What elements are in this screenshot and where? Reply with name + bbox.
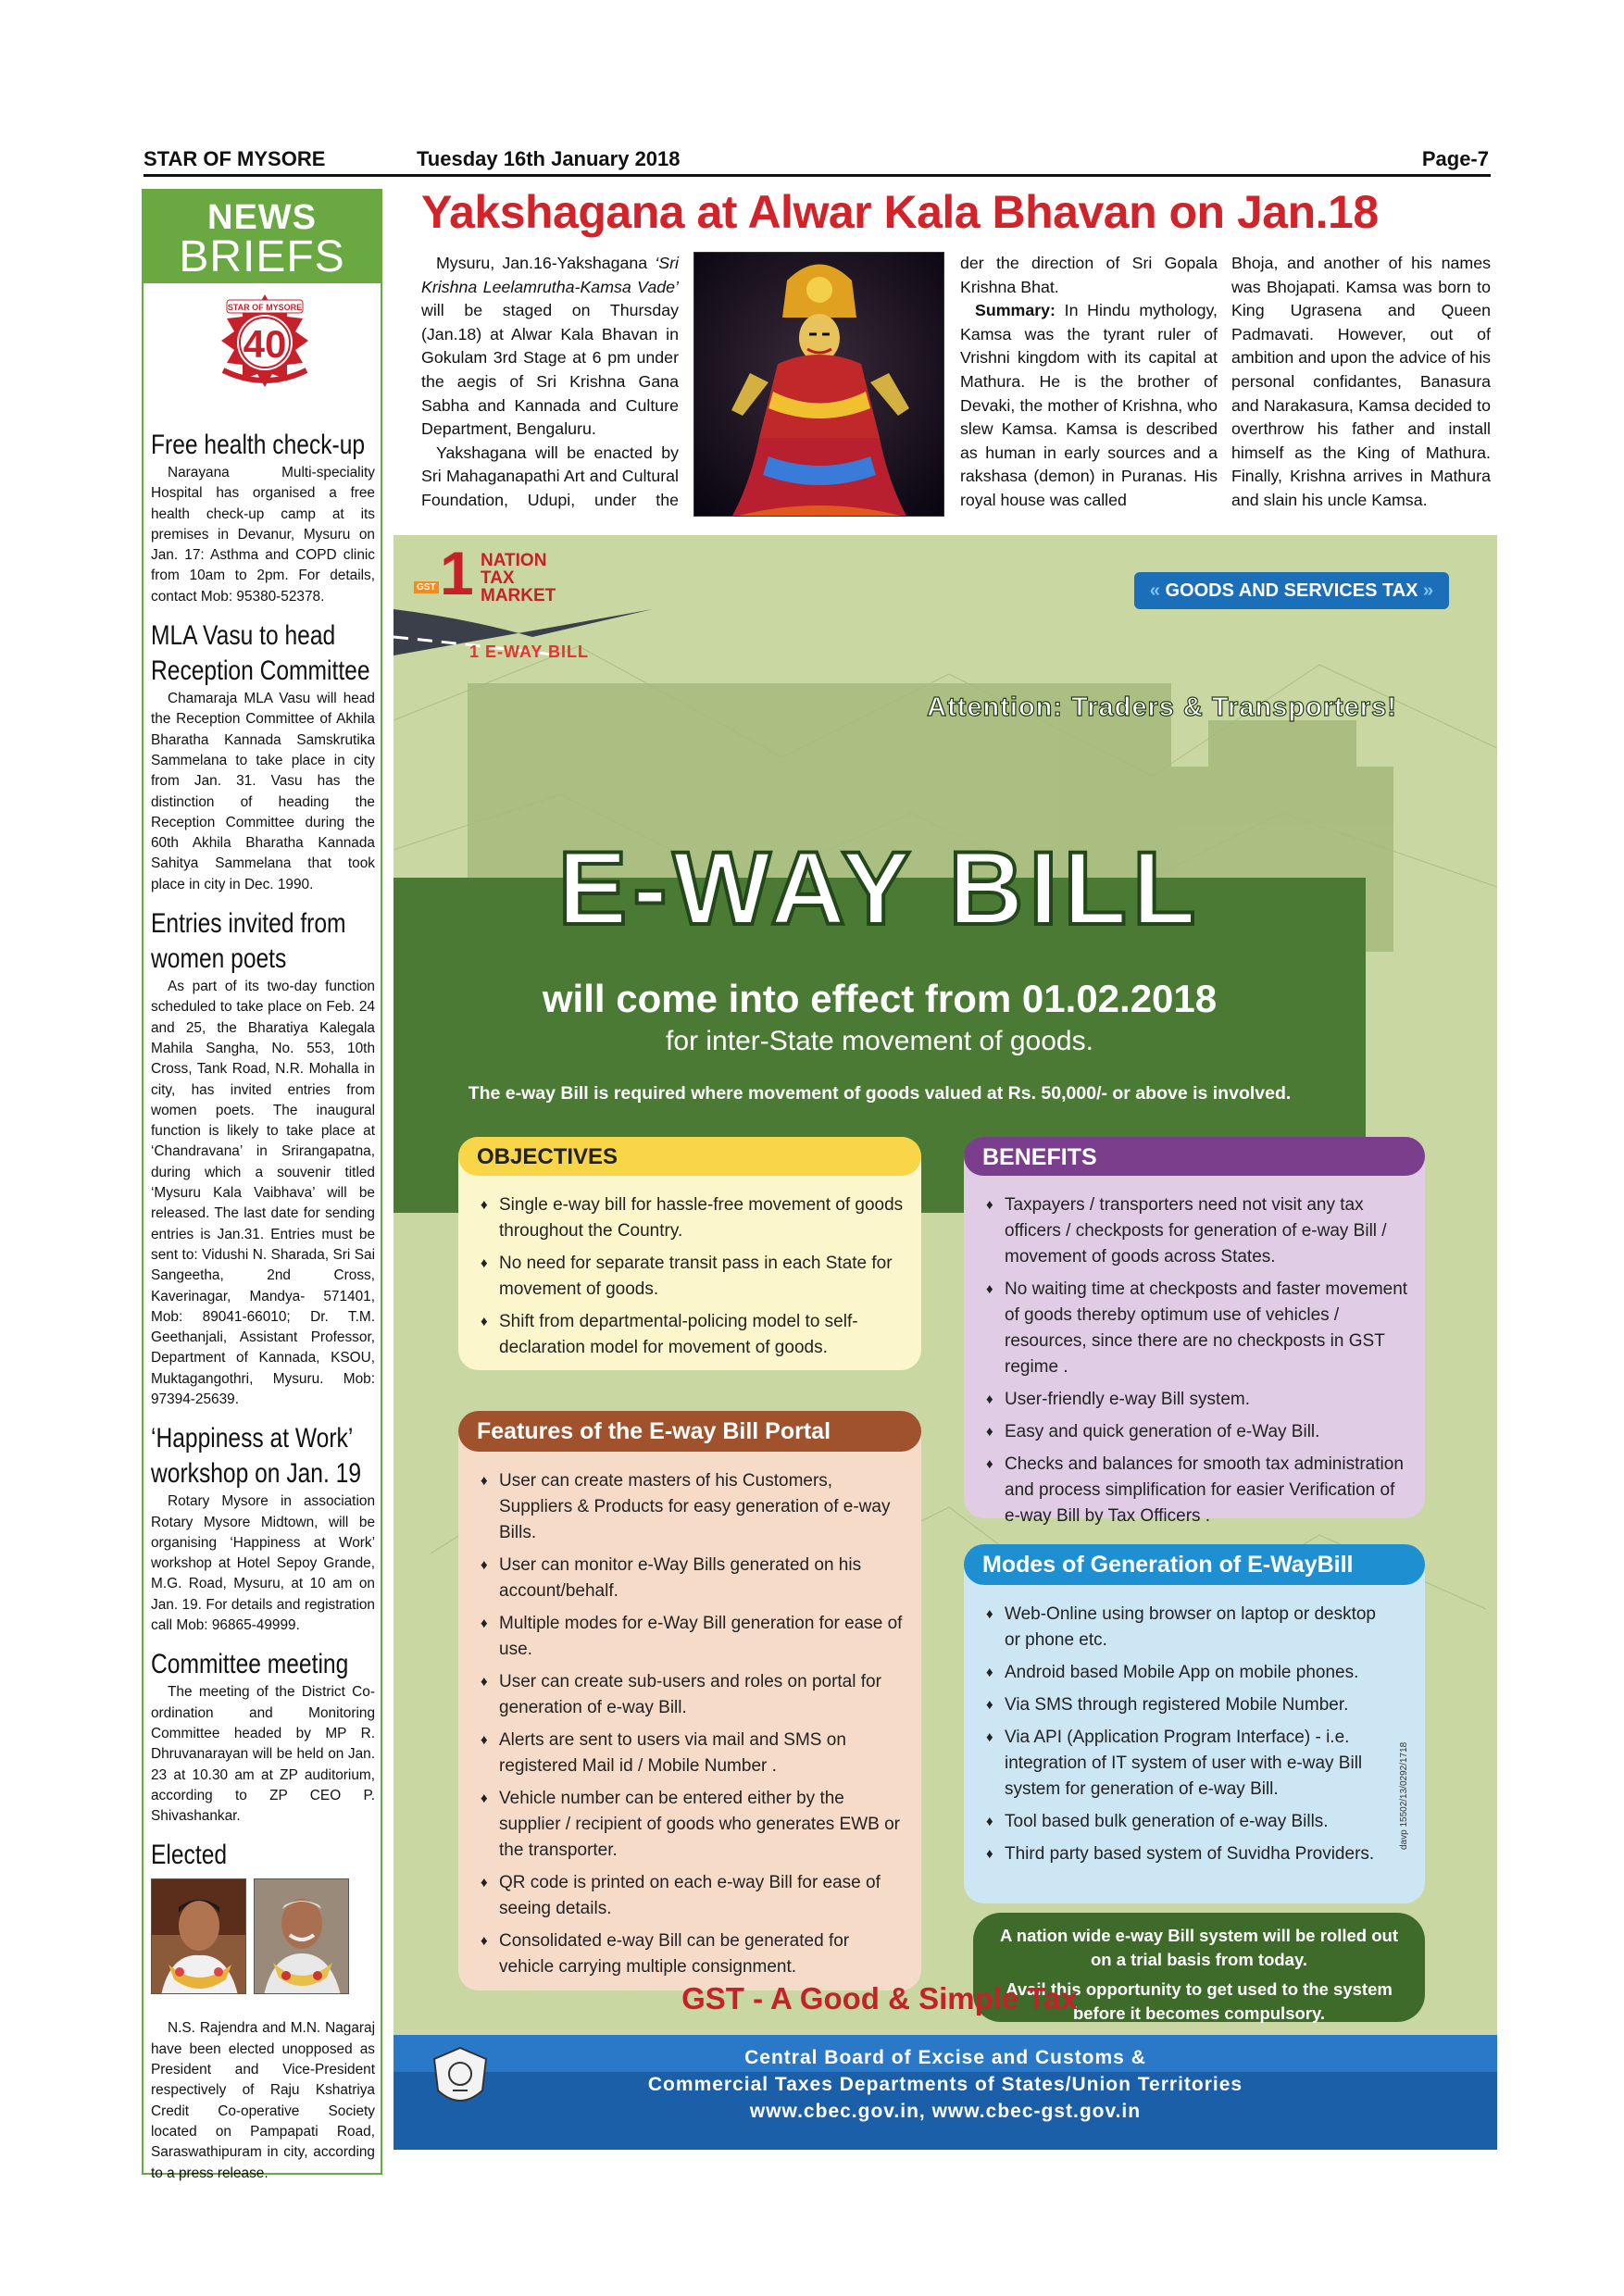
objectives-list	[481, 1192, 905, 1367]
objective-item: ♦ Single e-way bill for hassle-free movement of goods throughout the Country.	[481, 1192, 905, 1244]
news-briefs-list	[151, 428, 375, 2195]
feature-item: ♦ Multiple modes for e-Way Bill generation for ease of use.	[481, 1611, 905, 1663]
brief-title: Free health check-up	[151, 430, 366, 460]
feature-item: ♦ User can create sub-users and roles on portal for generation of e-way Bill.	[481, 1669, 905, 1721]
brief-item	[151, 1838, 375, 2183]
mode-item: ♦ Via SMS through registered Mobile Number.	[986, 1692, 1388, 1718]
photo-rajendra	[151, 1878, 246, 1994]
inter-state-text: for inter-State movement of goods.	[666, 1026, 1093, 1056]
brief-body: As part of its two-day function scheduled to take place on Feb. 24 and 25, the Bharatiya Kalegala Mahila Sangha, No. 553, 10th Cross, Tank Road, N.R. Mohalla in city, has invited entries from women poets. The inaugural function is likely to take place at ‘Chandravana’ in Srirangapatna, during which a souvenir titled ‘Mysuru Kala Vaibhava’ will be released. The last date for sending entries is Jan.31. Entries must be sent to: Vidushi N. Sharada, Sri Sai Sangeetha, 2nd Cross, Kaverinagar, Mandya- 571401, Mob: 89041-66010; Dr. T.M. Geethanjali, Assistant Professor, Department of Kannada, KSOU, Muktagangothri, Mysuru. Mob: 97394-25639.	[151, 979, 375, 1407]
gst-tagline: GST - A Good & Simple Tax	[681, 1981, 1078, 2015]
article-column-1	[421, 252, 679, 512]
davp-code: davp 15502/13/0292/1718	[1399, 1741, 1409, 1850]
article-column-3	[1231, 252, 1491, 513]
required-threshold: The e-way Bill is required where movement of goods valued at Rs. 50,000/- or above is involved.	[468, 1083, 1292, 1104]
news-briefs-heading	[144, 191, 381, 283]
gst-tag: « GOODS AND SERVICES TAX »	[1134, 572, 1449, 609]
brief-item	[151, 906, 375, 1410]
eway-bill-advertisement	[394, 535, 1497, 2150]
feature-item: ♦ User can create masters of his Customers, Suppliers & Products for easy generation of e-way Bills.	[481, 1468, 905, 1546]
logo-tax: TAX	[481, 568, 515, 588]
brief-body: Rotary Mysore in association Rotary Mysore Midtown, will be organising ‘Happiness at Work’ workshop at Hotel Sepoy Grande, M.G. Road, Mysuru, at 10 am on Jan. 19. For details and registration call Mob: 96865-49999.	[151, 1493, 375, 1634]
brief-title: Elected	[151, 1840, 228, 1871]
yakshagana-photo	[693, 252, 944, 517]
paper-name: STAR OF MYSORE	[144, 147, 326, 170]
benefits-title-bar	[964, 1137, 1425, 1176]
summary-label: Summary:	[975, 301, 1056, 320]
gst-tag-text: GOODS AND SERVICES TAX	[1165, 580, 1418, 601]
brief-body: N.S. Rajendra and M.N. Nagaraj have been elected unopposed as President and Vice-President respectively of Raju Kshatriya Credit Co-operative Society located on Pampapati Road, Saraswathipuram in city, according to a press release.	[151, 2020, 375, 2181]
eway-road-label: 1 E-WAY BILL	[469, 643, 590, 661]
brief-body: The meeting of the District Co-ordination and Monitoring Committee headed by MP R. Dhruvanarayan will be held on Jan. 23 at 10.30 am at ZP auditorium, according to ZP CEO P. Shivashankar.	[151, 1684, 375, 1825]
article-paragraph-2: Yakshagana will be enacted by Sri Mahaganapathi Art and Cultural Foundation, Udupi, under the	[421, 443, 679, 509]
article-play-title: ‘Sri Krishna Leelamrutha-Kamsa Vade’	[421, 254, 679, 296]
brief-title: ‘Happiness at Work’ workshop on Jan. 19	[151, 1423, 362, 1490]
objective-item: ♦ No need for separate transit pass in each State for movement of goods.	[481, 1251, 905, 1303]
elected-photos	[151, 1878, 375, 1994]
nation-wide-line-2: Avail this opportunity to get used to the system before it becomes compulsory.	[1006, 1979, 1393, 2023]
page-number: Page-7	[1421, 147, 1489, 170]
features-title: Features of the E-way Bill Portal	[477, 1418, 831, 1444]
mode-item: ♦ Tool based bulk generation of e-way Bills.	[986, 1809, 1388, 1835]
logo-gst: GST	[414, 581, 439, 593]
benefit-item: ♦ No waiting time at checkposts and faster movement of goods thereby optimum use of vehicles / resources, since there are no checkposts in GST regime .	[986, 1277, 1408, 1380]
benefit-item: ♦ Easy and quick generation of e-Way Bill.	[986, 1419, 1408, 1445]
article-column-2	[960, 252, 1218, 513]
modes-title: Modes of Generation of E-WayBill	[982, 1552, 1354, 1578]
nation-wide-line-1: A nation wide e-way Bill system will be rolled out on a trial basis from today.	[999, 1926, 1399, 1969]
summary-text: In Hindu mythology, Kamsa was the tyrant ruler of Vrishni kingdom with its capital at Mathura. He is the brother of Devaki, the mother of Krishna, who slew Kamsa. Kamsa is described as human in early sources and a rakshasa (demon) in Puranas. His royal house was called	[960, 301, 1218, 509]
benefit-item: ♦ User-friendly e-way Bill system.	[986, 1387, 1408, 1413]
logo-one: 1	[440, 539, 474, 607]
news-briefs-column	[142, 189, 382, 2181]
news-briefs-heading-bottom: BRIEFS	[179, 232, 345, 281]
brief-title: Entries invited from women poets	[151, 908, 346, 975]
photo-nagaraj	[254, 1878, 349, 1994]
features-panel	[458, 1411, 921, 1990]
star-of-mysore-40-logo	[210, 291, 319, 393]
article-lead-rest: will be staged on Thursday (Jan.18) at Alwar Kala Bhavan in Gokulam 3rd Stage at 6 pm under the aegis of Sri Krishna Gana Sabha and Kannada and Culture Department, Bengaluru.	[421, 301, 679, 439]
benefits-list	[986, 1192, 1408, 1536]
objective-item: ♦ Shift from departmental-policing model to self-declaration model for movement of goods.	[481, 1309, 905, 1361]
mode-item: ♦ Via API (Application Program Interface) - i.e. integration of IT system of user with e-way Bill system for generation of e-way Bill.	[986, 1725, 1388, 1803]
one-nation-one-tax-logo	[405, 539, 590, 630]
benefits-panel	[964, 1137, 1425, 1526]
feature-item: ♦ QR code is printed on each e-way Bill for ease of seeing details.	[481, 1870, 905, 1922]
brief-item	[151, 618, 375, 895]
feature-item: ♦ Vehicle number can be entered either by the supplier / recipient of goods who generates EWB or the transporter.	[481, 1786, 905, 1864]
article-column-3-text: Bhoja, and another of his names was Bhojapati. Kamsa was born to King Ugrasena and Queen Padmavati. However, out of ambition and upon the advice of his personal confidantes, Banasura and Narakasura, Kamsa decided to overthrow his father and install himself as the King of Mathura. Finally, Krishna arrives in Mathura and slain his uncle Kamsa.	[1231, 254, 1491, 509]
brief-item	[151, 1421, 375, 1636]
mode-item: ♦ Third party based system of Suvidha Providers.	[986, 1841, 1388, 1867]
logo-top-text: STAR OF MYSORE	[227, 303, 303, 312]
article-continued: der the direction of Sri Gopala Krishna Bhat.	[960, 254, 1218, 296]
features-title-bar	[458, 1411, 921, 1452]
benefit-item: ♦ Taxpayers / transporters need not visit any tax officers / checkposts for generation of e-way Bill / movement of goods across States.	[986, 1192, 1408, 1270]
attention-heading: Attention: Traders & Transporters!	[927, 693, 1397, 722]
feature-item: ♦ Alerts are sent to users via mail and SMS on registered Mail id / Mobile Number .	[481, 1728, 905, 1779]
modes-panel	[964, 1544, 1425, 1903]
article-lead: Mysuru, Jan.16-Yakshagana	[436, 254, 656, 272]
mode-item: ♦ Android based Mobile App on mobile phones.	[986, 1660, 1388, 1686]
modes-title-bar	[964, 1544, 1425, 1585]
logo-market: MARKET	[481, 586, 556, 605]
cbec-line-2: Commercial Taxes Departments of States/Union Territories	[647, 2074, 1243, 2095]
news-briefs-heading-top: NEWS	[207, 198, 317, 237]
benefits-title: BENEFITS	[982, 1144, 1097, 1170]
objectives-title-bar	[458, 1137, 921, 1176]
objectives-title: OBJECTIVES	[477, 1144, 618, 1169]
issue-date: Tuesday 16th January 2018	[417, 147, 681, 170]
mode-item: ♦ Web-Online using browser on laptop or desktop or phone etc.	[986, 1602, 1388, 1653]
logo-nation: NATION	[481, 551, 547, 570]
logo-number: 40	[243, 322, 287, 366]
cbec-line-1: Central Board of Excise and Customs &	[744, 2047, 1146, 2068]
brief-item	[151, 428, 375, 607]
benefit-item: ♦ Checks and balances for smooth tax administration and process simplification for easier Verification of e-way Bill by Tax Officers .	[986, 1452, 1408, 1529]
eway-bill-title: E-WAY BILL	[557, 830, 1202, 946]
objectives-panel	[458, 1137, 921, 1370]
brief-body: Narayana Multi-speciality Hospital has organised a free health check-up camp at its premises in Devanur, Mysuru on Jan. 17: Asthma and COPD clinic from 10am to 2pm. For details, contact Mob: 95380-52378.	[151, 465, 375, 605]
brief-body: Chamaraja MLA Vasu will head the Reception Committee of Akhila Bharatha Kannada Samskrutika Sammelana to take place in city from Jan. 31. Vasu has the distinction of heading the Reception Committee during the 60th Akhila Bharatha Kannada Sahitya Sammelana that took place in city in Dec. 1990.	[151, 691, 375, 892]
modes-list	[986, 1602, 1388, 1874]
feature-item: ♦ Consolidated e-way Bill can be generated for vehicle carrying multiple consignment.	[481, 1928, 905, 1980]
page-header	[144, 144, 1491, 177]
brief-item	[151, 1647, 375, 1827]
features-list	[481, 1468, 905, 1987]
cbec-websites: www.cbec.gov.in, www.cbec-gst.gov.in	[749, 2101, 1142, 2122]
article-headline: Yakshagana at Alwar Kala Bhavan on Jan.18	[421, 186, 1379, 238]
brief-title: Committee meeting	[151, 1649, 349, 1680]
brief-title: MLA Vasu to head Reception Committee	[151, 620, 370, 687]
feature-item: ♦ User can monitor e-Way Bills generated on his account/behalf.	[481, 1553, 905, 1604]
effect-date: will come into effect from 01.02.2018	[542, 977, 1218, 1020]
